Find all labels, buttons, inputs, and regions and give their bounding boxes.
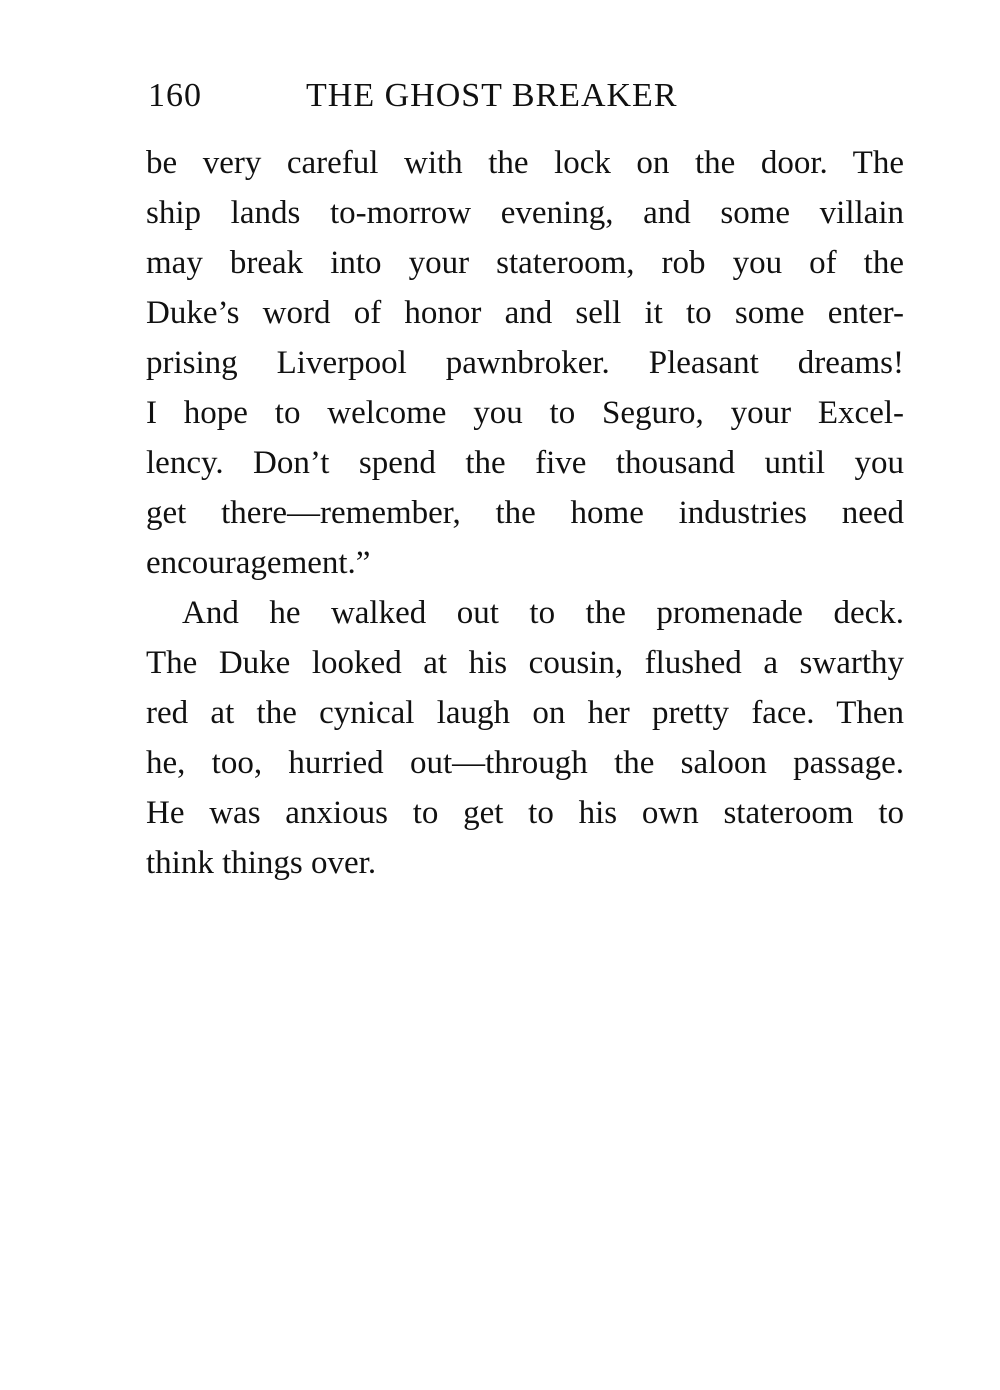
text-line: be very careful with the lock on the door. The — [146, 145, 904, 181]
text-line: I hope to welcome you to Seguro, your Excel- — [146, 395, 904, 431]
text-line: The Duke looked at his cousin, flushed a swarthy — [146, 645, 904, 681]
text-line: lency. Don’t spend the five thousand until you — [146, 445, 904, 481]
text-line: he, too, hurried out—through the saloon passage. — [146, 745, 904, 781]
text-line: And he walked out to the promenade deck. — [182, 595, 904, 631]
text-line: may break into your stateroom, rob you of the — [146, 245, 904, 281]
text-line: ship lands to-morrow evening, and some villain — [146, 195, 904, 231]
text-line: He was anxious to get to his own stateroom to — [146, 795, 904, 831]
book-title: THE GHOST BREAKER — [306, 77, 678, 114]
text-line: think things over. — [146, 845, 377, 881]
page-number: 160 — [148, 77, 202, 114]
text-line: encouragement.” — [146, 545, 371, 581]
running-head — [148, 72, 908, 120]
text-line: Duke’s word of honor and sell it to some enter- — [146, 295, 904, 331]
text-line: get there—remember, the home industries need — [146, 495, 904, 531]
text-line: prising Liverpool pawnbroker. Pleasant dreams! — [146, 345, 904, 381]
text-line: red at the cynical laugh on her pretty face. Then — [146, 695, 904, 731]
